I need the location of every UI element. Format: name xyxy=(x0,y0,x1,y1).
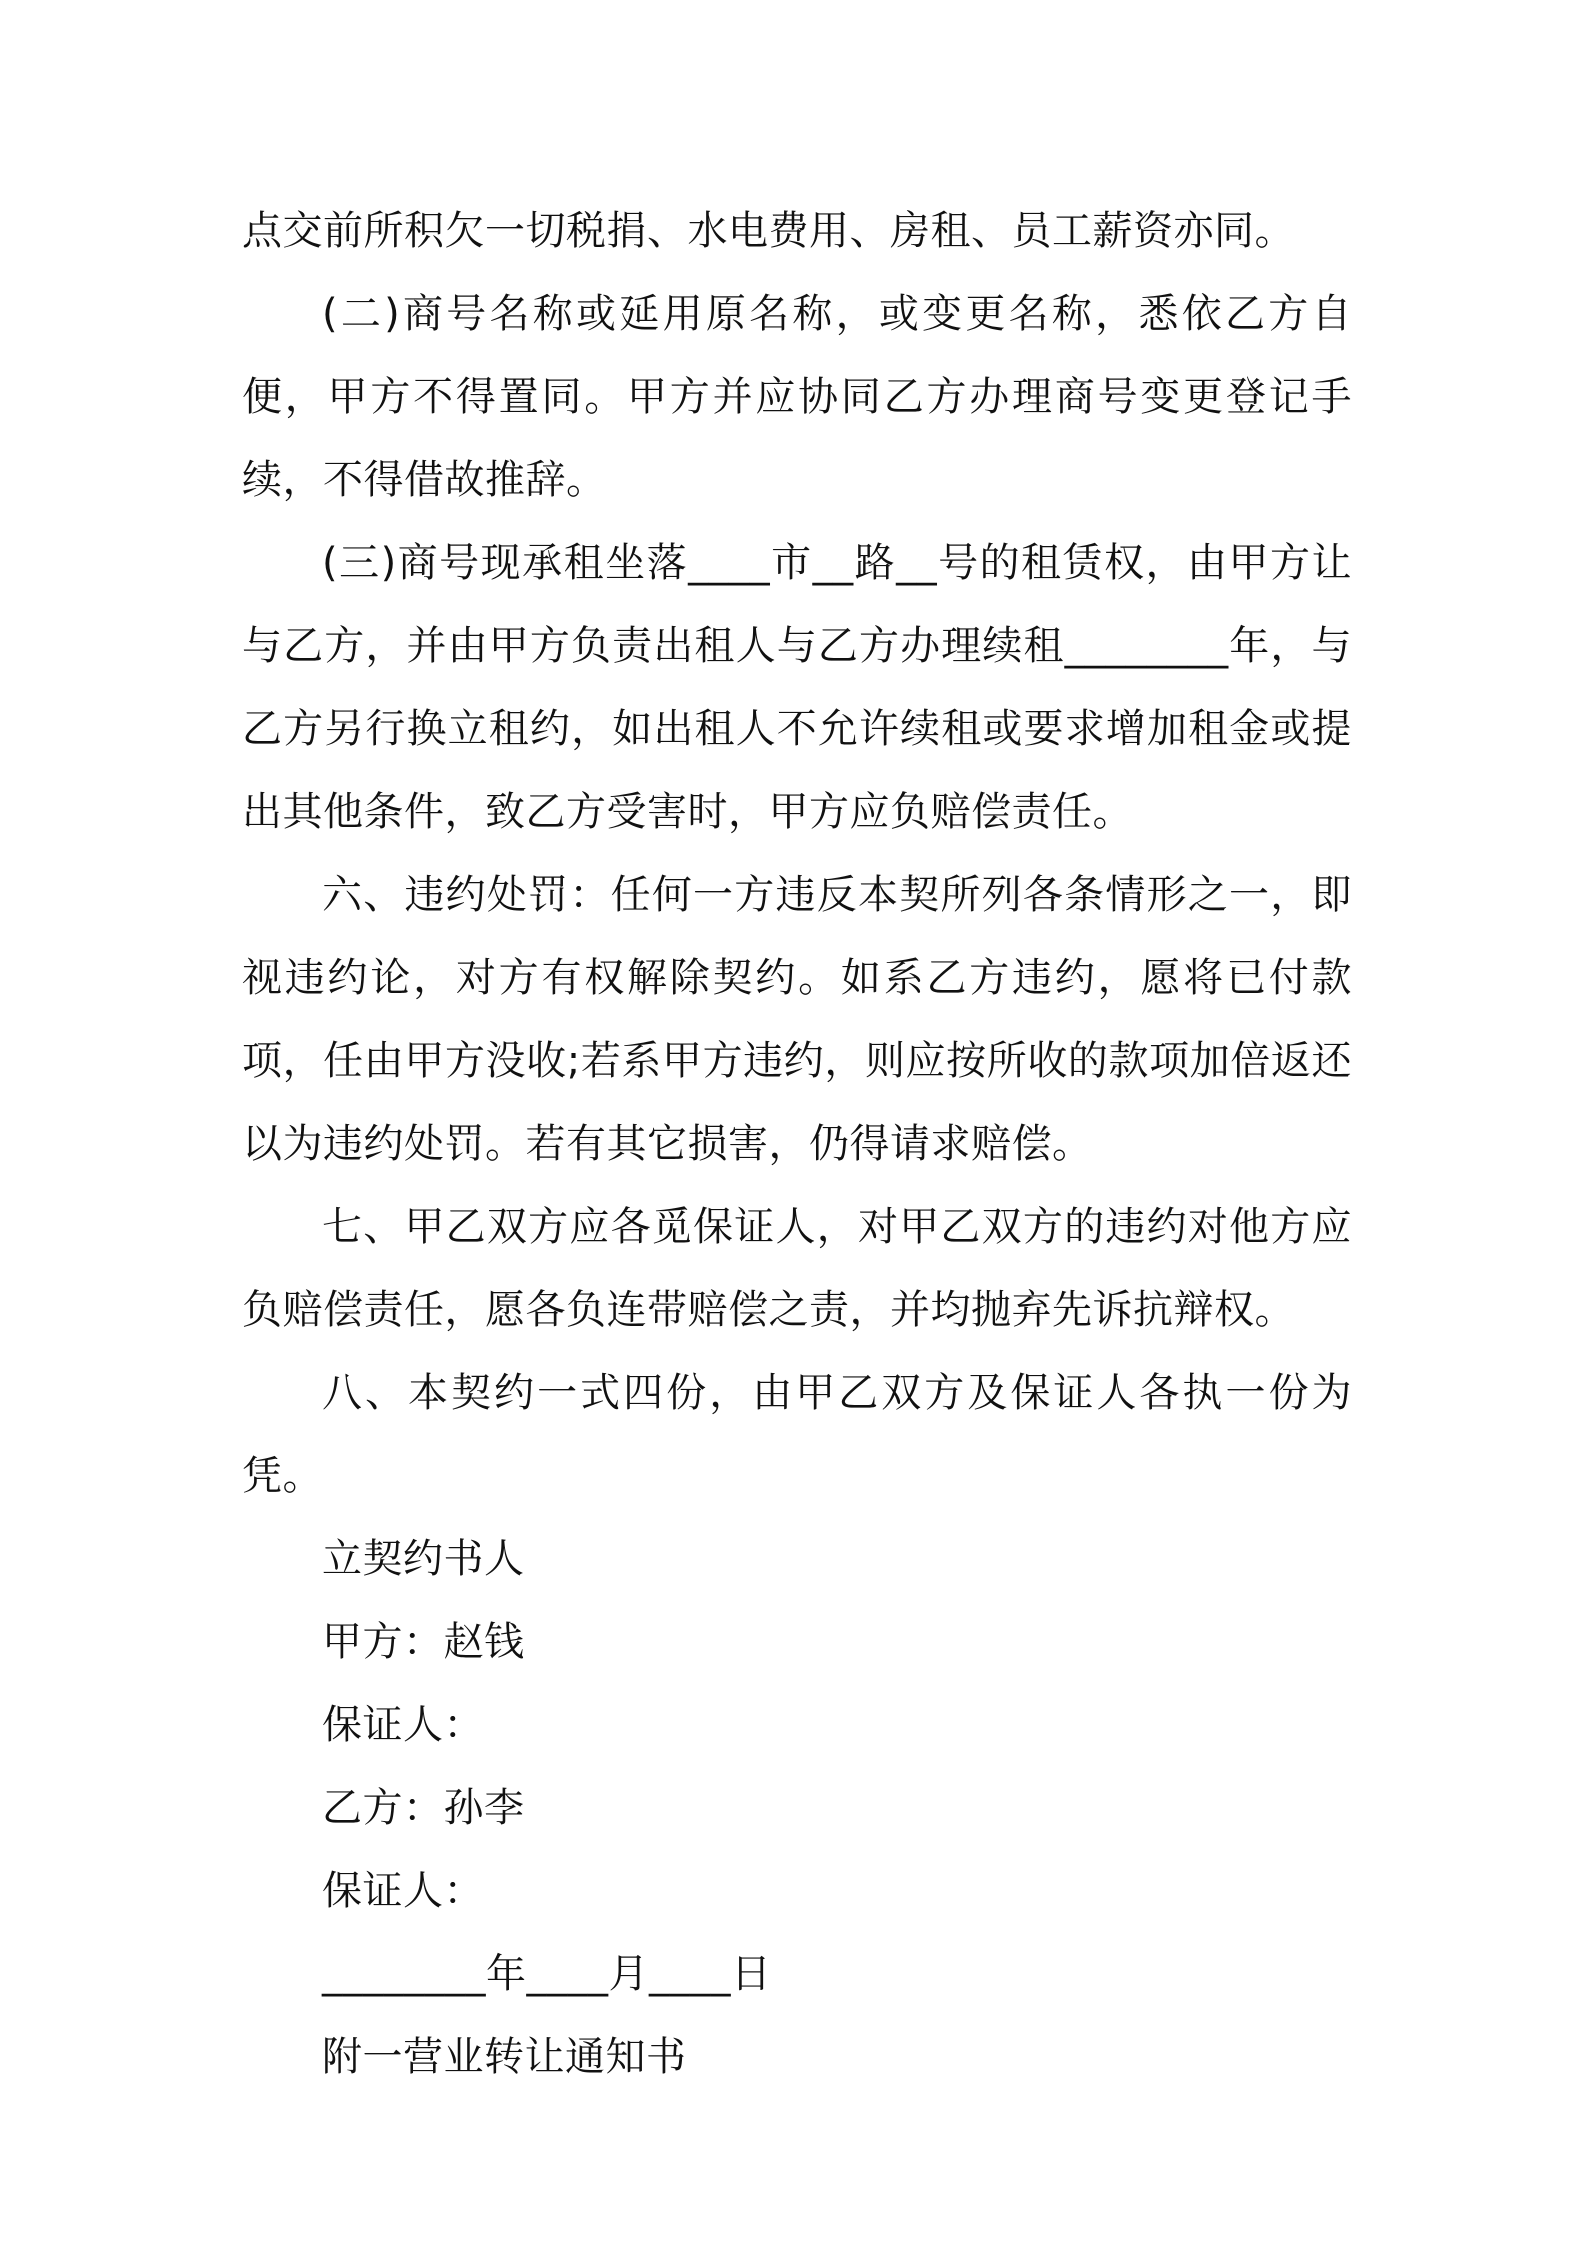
party-a-line: 甲方：赵钱 xyxy=(322,1619,525,1665)
guarantor-b-line: 保证人： xyxy=(322,1868,484,1914)
document-body xyxy=(242,190,1352,2099)
paragraph-guarantors: 七、甲乙双方应各觅保证人，对甲乙双方的违约对他方应负赔偿责任，愿各负连带赔偿之责，并均抛弃先诉抗辩权。 xyxy=(242,1204,1352,1333)
paragraph-clause-3: (三)商号现承租坐落____市__路__号的租赁权，由甲方让与乙方，并由甲方负责出租人与乙方办理续租________年，与乙方另行换立租约，如出租人不允许续租或要求增加租金或提出其他条件，致乙方受害时，甲方应负赔偿责任。 xyxy=(242,540,1352,835)
paragraph-clause-2: (二)商号名称或延用原名称，或变更名称，悉依乙方自便，甲方不得置同。甲方并应协同乙方办理商号变更登记手续，不得借故推辞。 xyxy=(242,291,1352,503)
guarantor-a-line: 保证人： xyxy=(322,1702,484,1748)
date-line: ________年____月____日 xyxy=(322,1951,772,1997)
paragraph-copies: 八、本契约一式四份，由甲乙双方及保证人各执一份为凭。 xyxy=(242,1370,1352,1499)
paragraph-breach-penalty: 六、违约处罚：任何一方违反本契所列各条情形之一，即视违约论，对方有权解除契约。如系乙方违约，愿将已付款项，任由甲方没收;若系甲方违约，则应按所收的款项加倍返还以为违约处罚。若有其它损害，仍得请求赔偿。 xyxy=(242,872,1352,1167)
signature-heading: 立契约书人 xyxy=(322,1536,525,1582)
attachment-line: 附一营业转让通知书 xyxy=(322,2034,687,2080)
paragraph-continuation: 点交前所积欠一切税捐、水电费用、房租、员工薪资亦同。 xyxy=(242,208,1295,254)
party-b-line: 乙方：孙李 xyxy=(322,1785,525,1831)
